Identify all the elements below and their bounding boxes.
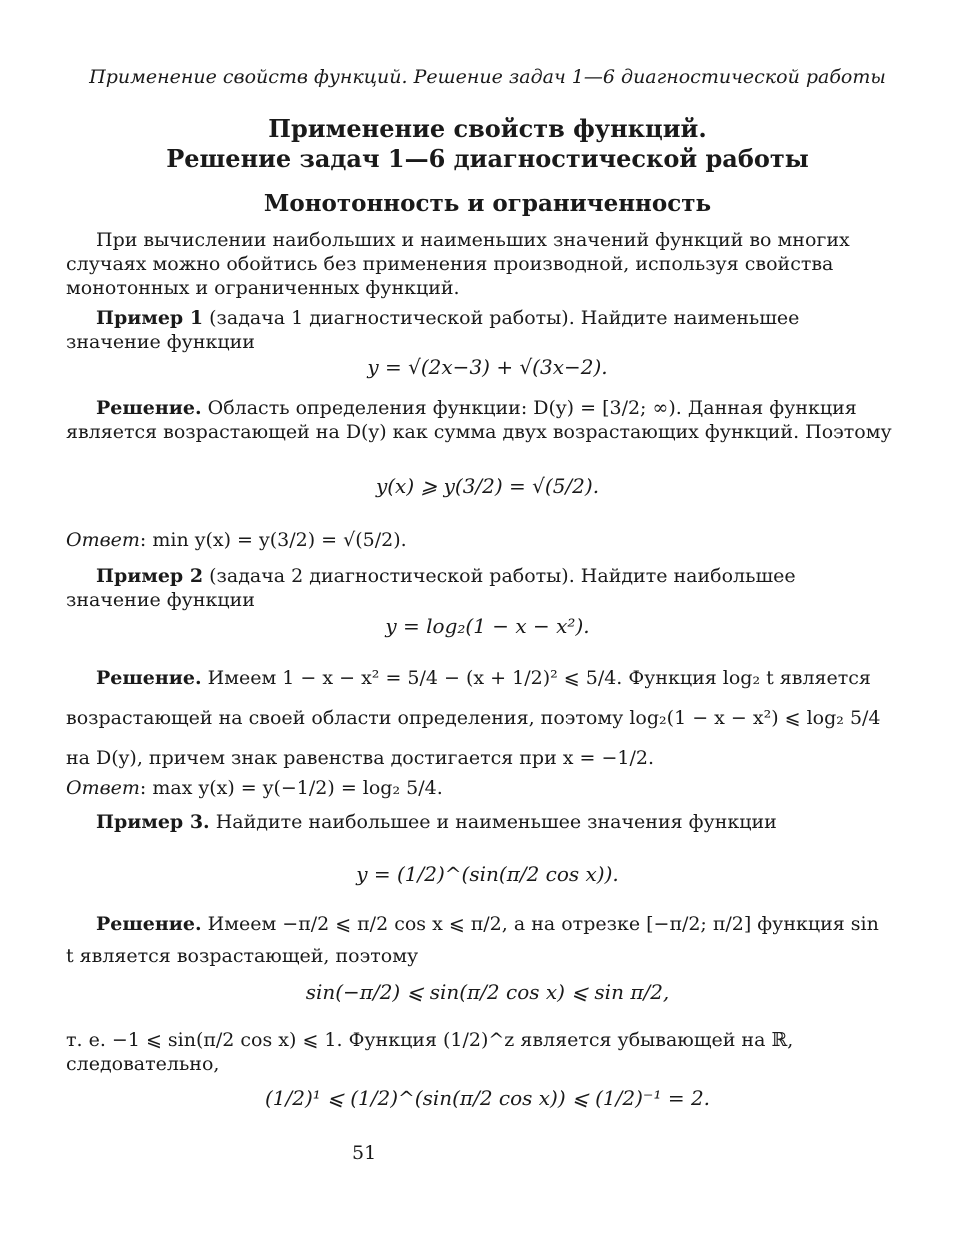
example-1 xyxy=(66,306,892,354)
solution-3-continued: т. е. −1 ⩽ sin(π/2 cos x) ⩽ 1. Функция (1/2)^z является убывающей на ℝ, следовательно, xyxy=(66,1029,794,1075)
example-2 xyxy=(66,564,892,612)
title-line-1: Применение свойств функций. xyxy=(268,114,707,143)
answer-1-label: Ответ xyxy=(66,529,140,551)
example-2-label: Пример 2 xyxy=(96,565,204,587)
title-line-2: Решение задач 1—6 диагностической работы xyxy=(166,144,809,173)
running-head: Применение свойств функций. Решение задач 1—6 диагностической работы xyxy=(89,66,886,88)
answer-2-text: : max y(x) = y(−1/2) = log₂ 5/4. xyxy=(139,777,443,799)
example-1-text: (задача 1 диагностической работы). Найдите наименьшее значение функции xyxy=(66,307,800,353)
answer-2-label: Ответ xyxy=(66,777,140,799)
solution-3-label: Решение. xyxy=(96,913,202,935)
example-3 xyxy=(66,810,892,834)
solution-3-formula-2: (1/2)¹ ⩽ (1/2)^(sin(π/2 cos x)) ⩽ (1/2)⁻¹ = 2. xyxy=(264,1086,711,1110)
example-3-text: Найдите наибольшее и наименьшее значения функции xyxy=(209,811,777,833)
solution-3-text: Имеем −π/2 ⩽ π/2 cos x ⩽ π/2, а на отрезке [−π/2; π/2] функция sin t является возрастающей, поэтому xyxy=(66,913,879,967)
solution-1-label: Решение. xyxy=(96,397,202,419)
example-3-formula: y = (1/2)^(sin(π/2 cos x)). xyxy=(356,862,619,886)
solution-2-text: Имеем 1 − x − x² = 5/4 − (x + 1/2)² ⩽ 5/4. Функция log₂ t является возрастающей на своей области определения, поэтому log₂(1 − x − x²) ⩽ log₂ 5/4 на D(y), причем знак равенства достигается при x = −1/2. xyxy=(66,667,881,769)
answer-1-text: : min y(x) = y(3/2) = √(5/2). xyxy=(139,529,407,551)
solution-2 xyxy=(66,658,892,778)
solution-3-formula: sin(−π/2) ⩽ sin(π/2 cos x) ⩽ sin π/2, xyxy=(305,980,670,1004)
answer-1 xyxy=(66,528,892,552)
solution-2-label: Решение. xyxy=(96,667,202,689)
section-heading: Монотонность и ограниченность xyxy=(263,190,712,217)
intro-paragraph: При вычислении наибольших и наименьших значений функций во многих случаях можно обойтись без применения производной, используя свойства монотонных и ограниченных функций. xyxy=(66,229,850,299)
answer-2 xyxy=(66,776,892,800)
page-number: 51 xyxy=(352,1142,377,1164)
page-title xyxy=(0,114,975,174)
example-3-label: Пример 3. xyxy=(96,811,210,833)
solution-1 xyxy=(66,396,892,444)
solution-1-text: Область определения функции: D(y) = [3/2; ∞). Данная функция является возрастающей на D(y) как сумма двух возрастающих функций. Поэтому xyxy=(66,397,892,443)
example-2-text: (задача 2 диагностической работы). Найдите наибольшее значение функции xyxy=(66,565,796,611)
solution-1-formula: y(x) ⩾ y(3/2) = √(5/2). xyxy=(375,474,600,498)
example-1-formula: y = √(2x−3) + √(3x−2). xyxy=(367,355,608,379)
example-1-label: Пример 1 xyxy=(96,307,204,329)
solution-3 xyxy=(66,908,892,972)
example-2-formula: y = log₂(1 − x − x²). xyxy=(385,614,590,638)
